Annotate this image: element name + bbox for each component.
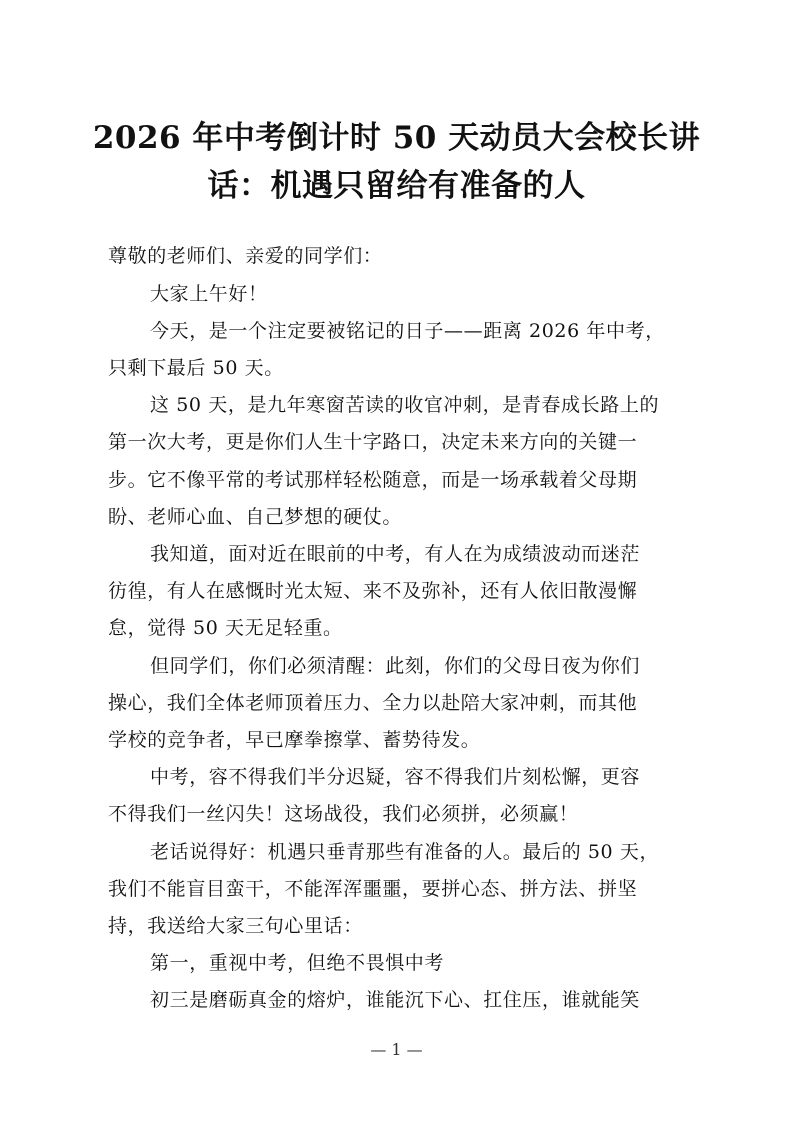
greeting: 大家上午好！ [150,283,268,305]
paragraph-line: 学校的竞争者，早已摩拳擦掌、蓄势待发。 [108,729,481,751]
paragraph-line: 今天，是一个注定要被铭记的日子——距离 2026 年中考， [150,320,665,342]
salutation: 尊敬的老师们、亲爱的同学们： [108,245,383,267]
paragraph-line: 我们不能盲目蛮干，不能浑浑噩噩，要拼心态、拼方法、拼坚 [108,878,638,900]
paragraph-line: 怠，觉得 50 天无足轻重。 [108,617,343,639]
paragraph-line: 持，我送给大家三句心里话： [108,915,363,937]
paragraph-line: 老话说得好：机遇只垂青那些有准备的人。最后的 50 天， [150,841,660,863]
paragraph-line: 这 50 天，是九年寒窗苦读的收官冲刺，是青春成长路上的 [150,394,660,416]
paragraph-line: 只剩下最后 50 天。 [108,357,284,379]
paragraph-line: 中考，容不得我们半分迟疑，容不得我们片刻松懈，更容 [150,766,641,788]
paragraph-line: 操心，我们全体老师顶着压力、全力以赴陪大家冲刺，而其他 [108,692,638,714]
paragraph-line: 盼、老师心血、自己梦想的硬仗。 [108,506,403,528]
section-heading: 第一，重视中考，但绝不畏惧中考 [150,952,445,974]
document-title-line-1: 2026 年中考倒计时 50 天动员大会校长讲 [92,120,701,156]
paragraph-line: 不得我们一丝闪失！这场战役，我们必须拼，必须赢！ [108,803,579,825]
paragraph-line: 步。它不像平常的考试那样轻松随意，而是一场承载着父母期 [108,469,638,491]
paragraph-line: 但同学们，你们必须清醒：此刻，你们的父母日夜为你们 [150,655,641,677]
document-title-line-2: 话：机遇只留给有准备的人 [207,168,586,204]
paragraph-line: 彷徨，有人在感慨时光太短、来不及弥补，还有人依旧散漫懈 [108,580,638,602]
paragraph-line: 第一次大考，更是你们人生十字路口，决定未来方向的关键一 [108,431,638,453]
paragraph-line: 我知道，面对近在眼前的中考，有人在为成绩波动而迷茫 [150,543,641,565]
page-number: — 1 — [370,1040,423,1059]
paragraph-line: 初三是磨砺真金的熔炉，谁能沉下心、扛住压，谁就能笑 [150,989,641,1011]
